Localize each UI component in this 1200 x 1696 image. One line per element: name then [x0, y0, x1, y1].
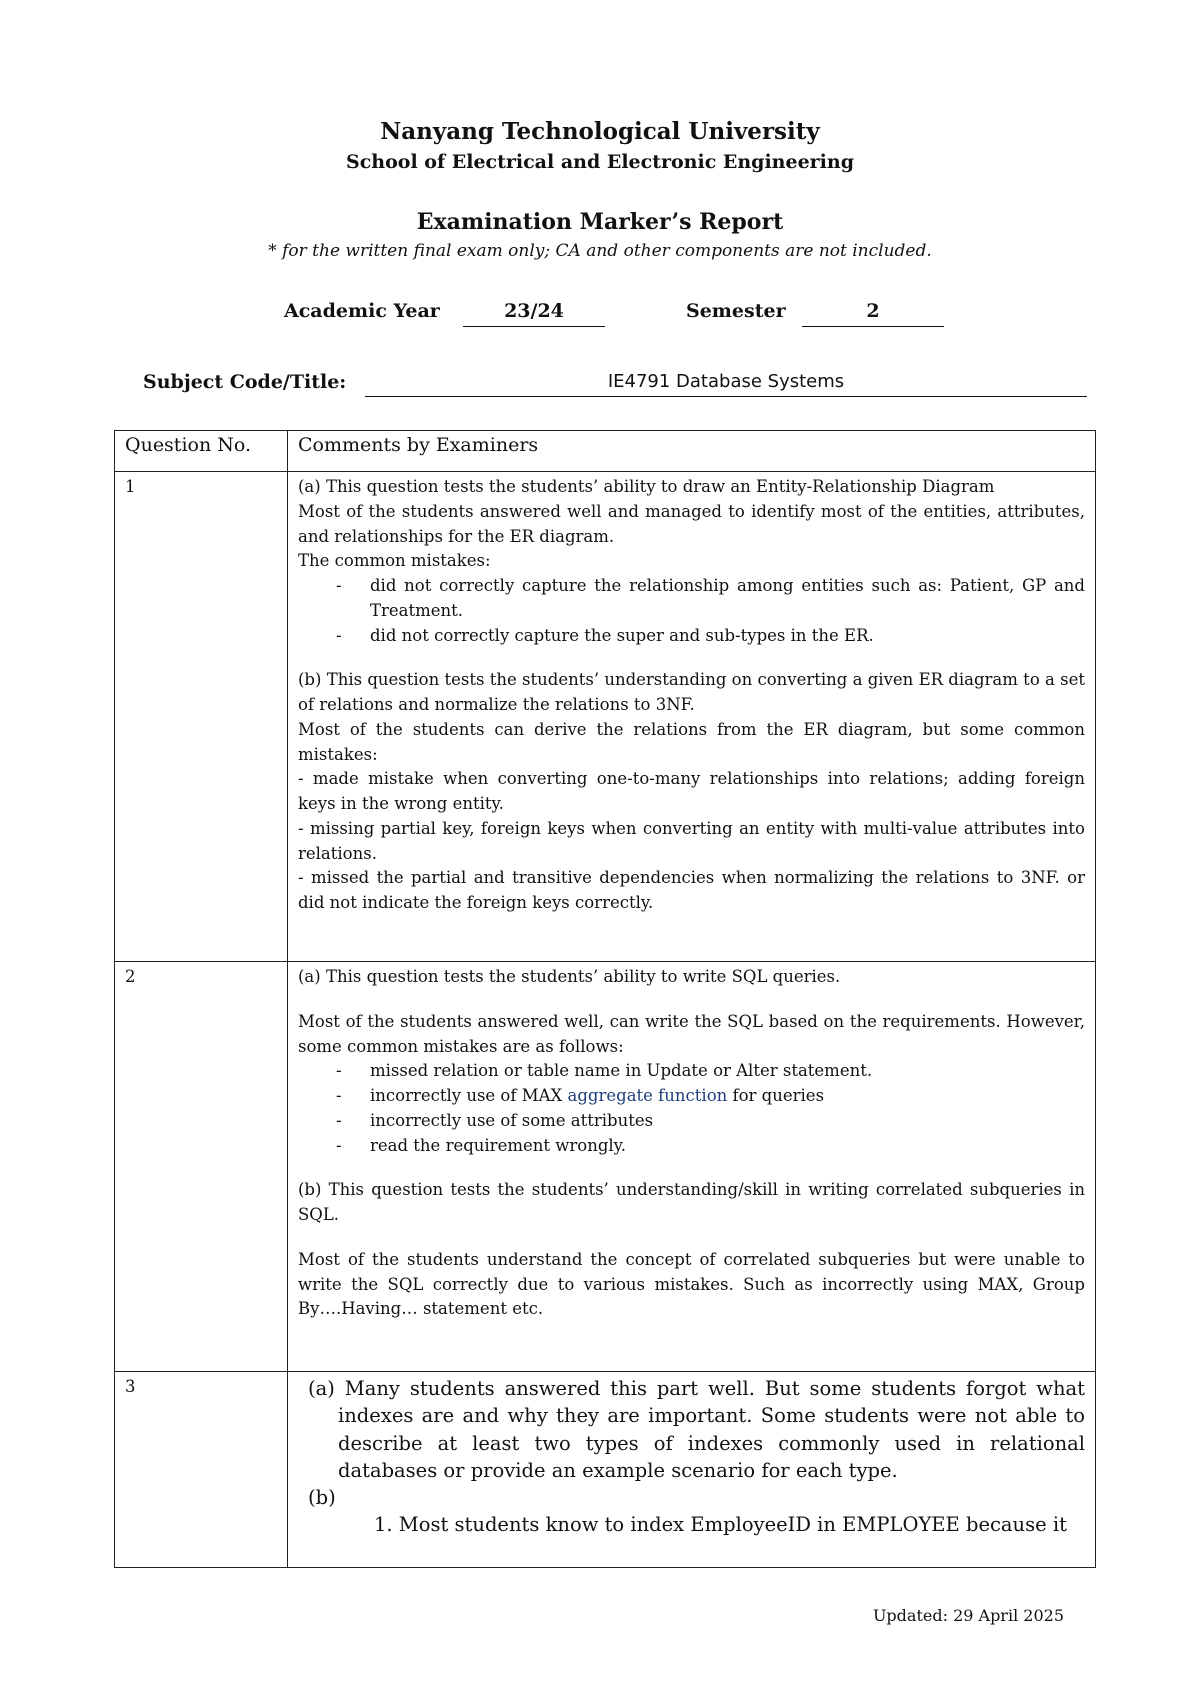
list-item: - did not correctly capture the super and sub-types in the ER.: [370, 624, 1085, 649]
university-name: Nanyang Technological University: [380, 118, 820, 145]
col-question-header: Question No.: [115, 431, 288, 472]
question-comments: [288, 962, 1096, 1372]
q2-a-intro: (a) This question tests the students’ ability to write SQL queries.: [298, 967, 841, 986]
report-title: Examination Marker’s Report: [416, 209, 784, 235]
school-name: School of Electrical and Electronic Engineering: [346, 151, 854, 173]
semester-value: 2: [802, 300, 944, 327]
q1-b-intro: (b) This question tests the students’ understanding on converting a given ER diagram to a set of relations and normalize the relations to 3NF.: [298, 670, 1085, 714]
table-row: [115, 472, 1096, 962]
list-item-text: for queries: [727, 1086, 825, 1105]
academic-year-value: 23/24: [463, 300, 605, 327]
q2-b-intro: (b) This question tests the students’ understanding/skill in writing correlated subqueries in SQL.: [298, 1180, 1085, 1224]
col-comments-header: Comments by Examiners: [288, 431, 1096, 472]
question-comments: [288, 1372, 1096, 1568]
q2-a-mistakes-list: [298, 1059, 1085, 1158]
q3-a-text: (a) Many students answered this part well. But some students forgot what indexes are and why they are important. Some students were not able to describe at least two types of indexes commonly used in relational databases or provide an example scenario for each type.: [308, 1377, 1085, 1482]
q3-b-label: (b): [308, 1486, 336, 1510]
list-item: [370, 1084, 1085, 1109]
q1-b-line: - missed the partial and transitive dependencies when normalizing the relations to 3NF. or did not indicate the foreign keys correctly.: [298, 868, 1085, 912]
q3-b-item: 1. Most students know to index EmployeeID in EMPLOYEE because it: [374, 1513, 1067, 1537]
table-row: [115, 1372, 1096, 1568]
list-item-text: incorrectly use of MAX: [370, 1086, 568, 1105]
aggregate-function-link[interactable]: aggregate function: [567, 1086, 728, 1105]
question-number: 2: [115, 962, 288, 1372]
q1-b-text: Most of the students can derive the relations from the ER diagram, but some common mistakes:: [298, 719, 1085, 764]
updated-date: Updated: 29 April 2025: [872, 1606, 1064, 1625]
table-row: [115, 962, 1096, 1372]
subject-label: Subject Code/Title:: [143, 371, 347, 393]
question-comments: [288, 472, 1096, 962]
list-item: - read the requirement wrongly.: [370, 1134, 1085, 1159]
question-number: 1: [115, 472, 288, 962]
subject-value: [365, 370, 1087, 397]
table-header-row: [115, 431, 1096, 472]
q2-a-text: Most of the students answered well, can write the SQL based on the requirements. However, some common mistakes are as follows:: [298, 1011, 1085, 1056]
question-number: 3: [115, 1372, 288, 1568]
q1-a-mistakes-label: The common mistakes:: [298, 551, 491, 571]
report-note: * for the written final exam only; CA and other components are not included.: [268, 241, 932, 261]
comments-table: [114, 430, 1096, 1568]
semester-label: Semester: [686, 300, 786, 322]
list-item: - incorrectly use of some attributes: [370, 1109, 1085, 1134]
subject-text: IE4791 Database Systems: [607, 371, 845, 392]
academic-year-label: Academic Year: [284, 300, 440, 322]
q1-a-text: Most of the students answered well and managed to identify most of the entities, attributes, and relationships for the ER diagram.: [298, 501, 1085, 546]
q1-a-intro: (a) This question tests the students’ ability to draw an Entity-Relationship Diagram: [298, 477, 995, 496]
q1-a-mistakes-list: [298, 574, 1085, 648]
q1-b-line: - made mistake when converting one-to-many relationships into relations; adding foreign keys in the wrong entity.: [298, 769, 1085, 813]
list-item: - missed relation or table name in Update or Alter statement.: [370, 1059, 1085, 1084]
q1-b-line: - missing partial key, foreign keys when converting an entity with multi-value attributes into relations.: [298, 818, 1085, 863]
q2-b-text: Most of the students understand the concept of correlated subqueries but were unable to write the SQL correctly due to various mistakes. Such as incorrectly using MAX, Group By….Having… statement etc.: [298, 1249, 1085, 1319]
list-item: - did not correctly capture the relationship among entities such as: Patient, GP and Treatment.: [370, 574, 1085, 624]
